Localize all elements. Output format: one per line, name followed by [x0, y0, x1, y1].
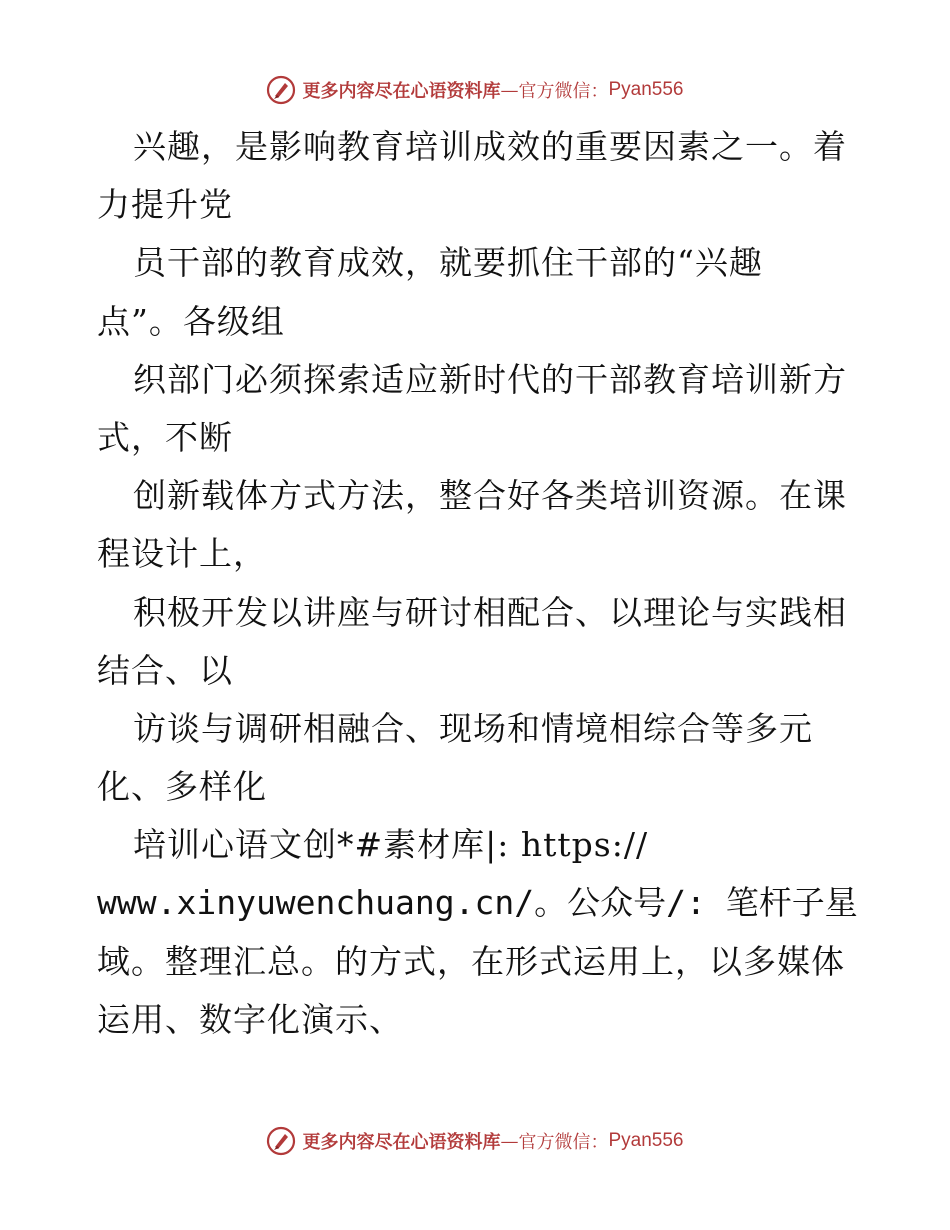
watermark-dash: —: [500, 79, 519, 101]
body-line: 运用、数字化演示、: [97, 999, 403, 1039]
body-line: 员干部的教育成效，就要抓住干部的“兴趣: [133, 243, 763, 283]
header-watermark: [0, 70, 950, 110]
body-line: 积极开发以讲座与研讨相配合、以理论与实践相: [133, 592, 847, 632]
body-line: 结合、以: [97, 650, 233, 690]
body-line: 力提升党: [97, 185, 233, 225]
body-line: 域。整理汇总。的方式，在形式运用上，以多媒体: [97, 941, 845, 981]
watermark-wechat-id: Pyan556: [608, 1130, 684, 1151]
watermark-wechat-id: Pyan556: [608, 79, 684, 100]
body-line-url: www.xinyuwenchuang.cn/。公众号/: 笔杆子星: [97, 883, 858, 923]
body-line: 式，不断: [97, 417, 233, 457]
body-line: 程设计上，: [97, 534, 267, 574]
pen-nib-logo-icon: [266, 75, 296, 105]
body-line: 兴趣，是影响教育培训成效的重要因素之一。着: [133, 127, 847, 166]
body-line: 培训心语文创*#素材库|: https://: [133, 825, 649, 865]
watermark-official-label: 官方微信：: [518, 81, 609, 102]
body-line: 创新载体方式方法，整合好各类培训资源。在课: [133, 476, 847, 516]
pen-nib-logo-icon: [266, 1126, 296, 1156]
body-line: 织部门必须探索适应新时代的干部教育培训新方: [133, 359, 847, 399]
footer-watermark: [0, 1121, 950, 1161]
document-body: [97, 118, 857, 1049]
body-line: 访谈与调研相融合、现场和情境相综合等多元: [133, 708, 813, 748]
body-line: 化、多样化: [97, 767, 267, 807]
watermark-brand: 更多内容尽在心语资料库: [302, 81, 501, 102]
watermark-brand: 更多内容尽在心语资料库: [302, 1132, 501, 1153]
watermark-dash: —: [500, 1130, 519, 1152]
watermark-official-label: 官方微信：: [518, 1132, 609, 1153]
body-line: 点”。各级组: [97, 301, 285, 341]
